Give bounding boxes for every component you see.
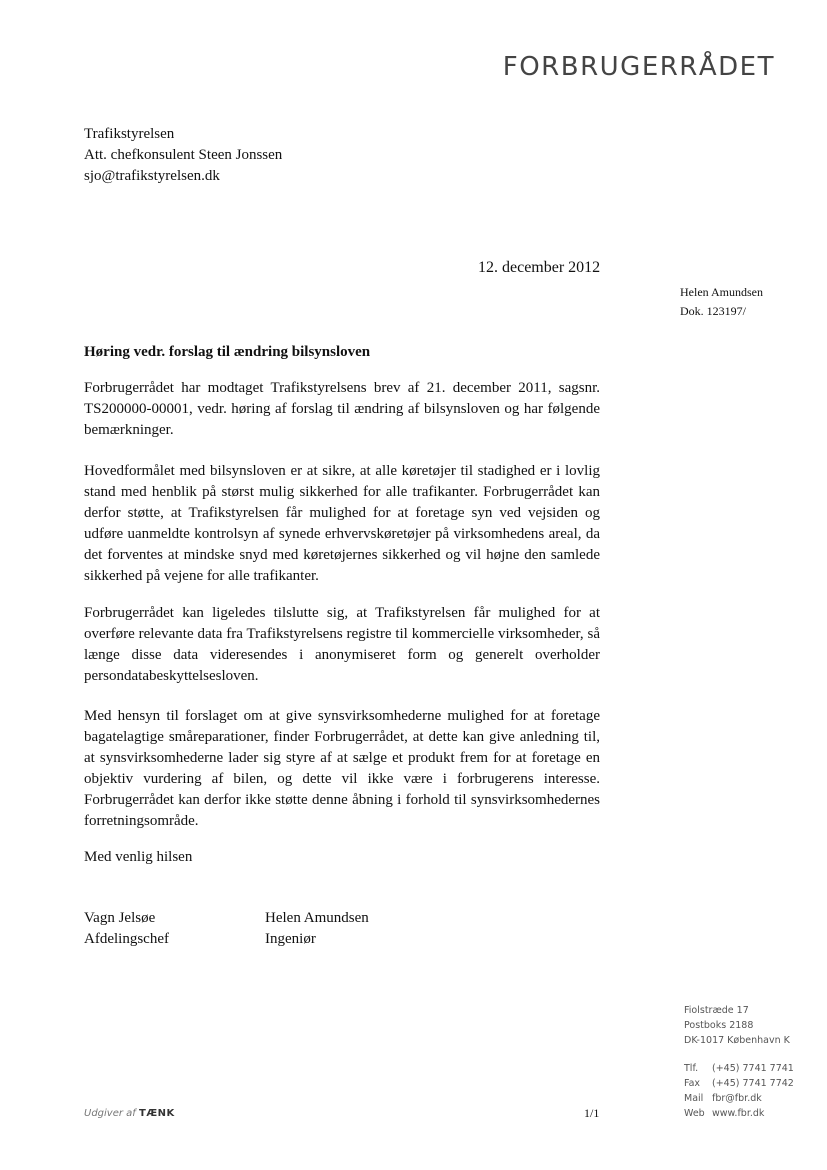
closing-greeting: Med venlig hilsen [84,849,193,865]
contact-fax [684,1076,794,1091]
address-pobox: Postboks 2188 [684,1020,754,1031]
mail-value: fbr@fbr.dk [712,1093,762,1104]
taenk-logo: TÆNK [139,1108,175,1119]
signature-2 [265,908,369,950]
body-paragraph-2: Hovedformålet med bilsynsloven er at sikre, at alle køretøjer til stadighed er i lovlig stand med henblik på størst mulig sikkerhed for alle trafikanter. Forbrugerrådet kan derfor støtte, at Trafikstyrelsen får mulighed for at foretage syn ved vejsiden og udføre uanmeldte kontrolsyn af synede erhvervskøretøjer på virksomhedens areal, da det forventes at mindske snyd med køretøjernes sikkerhed og vil højne den samlede sikkerhed på vejene for alle trafikanter. [84,463,600,584]
footer-contact [684,1061,794,1121]
body-paragraph-4: Med hensyn til forslaget om at give synsvirksomhederne mulighed for at foretage bagatelagtige småreparationer, finder Forbrugerrådet, at dette kan give anledning til, at synsvirksomhederne lader sig styre af at sælge et produkt frem for at foretage en objektiv vurdering af bilen, og dette vil ikke være i forbrugerens interesse. Forbrugerrådet kan derfor ikke støtte denne åbning i forhold til synsvirksomhedernes forretningsområde. [84,708,600,829]
signature-1 [84,908,169,950]
contact-mail [684,1091,794,1106]
sender-reference [680,283,763,321]
phone-label: Tlf. [684,1063,699,1074]
contact-web [684,1106,794,1121]
contact-phone [684,1061,794,1076]
footer-address [684,1003,790,1048]
body-paragraph-3: Forbrugerrådet kan ligeledes tilslutte sig, at Trafikstyrelsen får mulighed for at overføre relevante data fra Trafikstyrelsens registre til kommercielle virksomheder, så længe disse data videresendes i anonymiseret form og generelt overholder persondatabeskyttelsesloven. [84,605,600,684]
recipient-attention: Att. chefkonsulent Steen Jonssen [84,147,283,163]
publisher-prefix: Udgiver af [84,1108,136,1119]
signature-title: Ingeniør [265,931,316,947]
signature-name: Helen Amundsen [265,910,369,926]
body-paragraph-1: Forbrugerrådet har modtaget Trafikstyrelsens brev af 21. december 2011, sagsnr. TS200000-00001, vedr. høring af forslag til ændring af bilsynsloven og har følgende bemærkninger. [84,380,600,438]
page-number: 1/1 [584,1106,600,1120]
address-street: Fiolstræde 17 [684,1005,749,1016]
document-number: Dok. 123197/ [680,304,746,318]
web-label: Web [684,1108,705,1119]
sender-name: Helen Amundsen [680,285,763,299]
signature-name: Vagn Jelsøe [84,910,156,926]
web-value: www.fbr.dk [712,1108,765,1119]
letter-subject: Høring vedr. forslag til ændring bilsynsloven [84,344,371,360]
address-city: DK-1017 København K [684,1035,790,1046]
signature-title: Afdelingschef [84,931,169,947]
mail-label: Mail [684,1093,704,1104]
publisher-line [84,1108,175,1119]
letter-date: 12. december 2012 [478,259,601,276]
recipient-email: sjo@trafikstyrelsen.dk [84,168,220,184]
recipient-organisation: Trafikstyrelsen [84,126,175,142]
phone-value: (+45) 7741 7741 [712,1063,794,1074]
recipient-block [84,124,282,187]
forbrugerraadet-logo: FORBRUGERRÅDET [502,52,775,82]
fax-label: Fax [684,1078,701,1089]
fax-value: (+45) 7741 7742 [712,1078,794,1089]
